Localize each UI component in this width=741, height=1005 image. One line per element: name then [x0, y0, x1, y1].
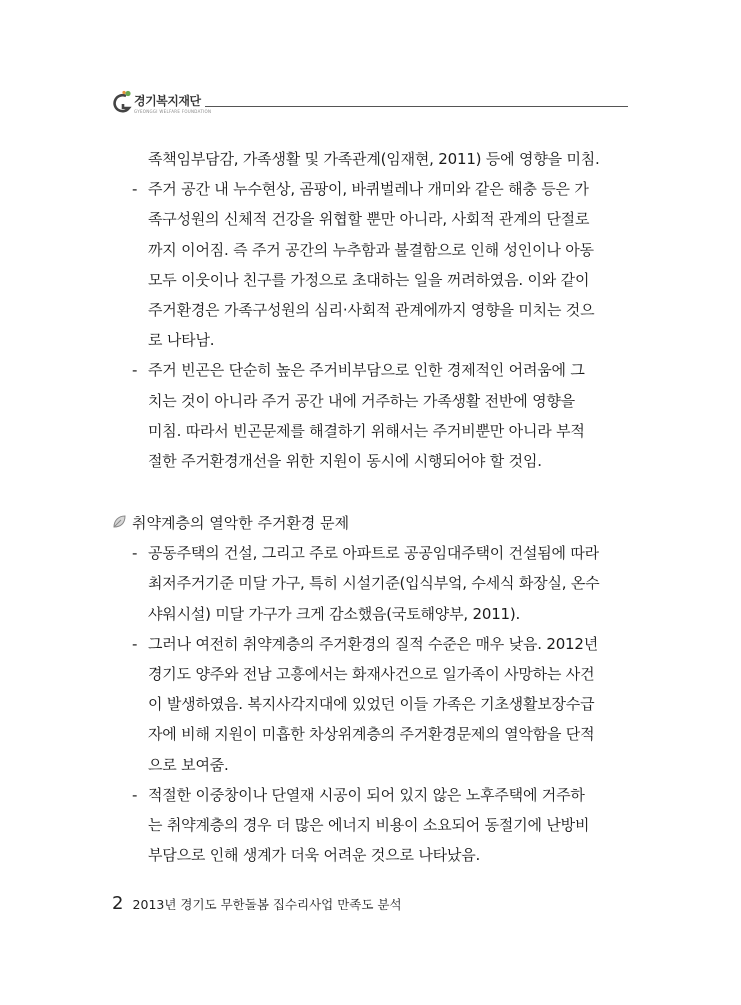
organization-subtitle: GYEONGGI WELFARE FOUNDATION — [134, 109, 212, 114]
foundation-logo-icon — [112, 90, 134, 116]
dash-marker: - — [132, 634, 138, 653]
text-line: 이 발생하였음. 복지사각지대에 있었던 이들 가족은 기초생활보장수급 — [148, 695, 595, 714]
text-line: 족구성원의 신체적 건강을 위협할 뿐만 아니라, 사회적 관계의 단절로 — [148, 210, 590, 229]
text-line: 자에 비해 지원이 미흡한 차상위계층의 주거환경문제의 열악함을 단적 — [148, 725, 595, 744]
text-line: 주거 빈곤은 단순히 높은 주거비부담으로 인한 경제적인 어려움에 그 — [148, 361, 585, 380]
text-line: 로 나타남. — [148, 331, 215, 350]
bullet-line — [112, 538, 632, 568]
text-line: 절한 주거환경개선을 위한 지원이 동시에 시행되어야 할 것임. — [148, 451, 542, 470]
text-line: 주거환경은 가족구성원의 심리·사회적 관계에까지 영향을 미치는 것으 — [148, 300, 595, 319]
header-divider — [205, 106, 628, 107]
bullet-line — [112, 355, 632, 385]
section-heading — [112, 508, 632, 538]
section-heading-text: 취약계층의 열악한 주거환경 문제 — [132, 514, 350, 533]
dash-marker: - — [132, 544, 138, 563]
text-line: 치는 것이 아니라 주거 공간 내에 거주하는 가족생활 전반에 영향을 — [148, 391, 575, 410]
text-line: 족책임부담감, 가족생활 및 가족관계(임재현, 2011) 등에 영향을 미침. — [148, 150, 600, 168]
text-line: 부담으로 인해 생계가 더욱 어려운 것으로 나타났음. — [148, 846, 481, 865]
section-gap — [112, 476, 632, 508]
text-line: 경기도 양주와 전남 고흥에서는 화재사건으로 일가족이 사망하는 사건 — [148, 665, 595, 683]
bullet-line — [112, 629, 632, 659]
bullet-line — [112, 780, 632, 810]
text-line: 주거 공간 내 누수현상, 곰팡이, 바퀴벌레나 개미와 같은 해충 등은 가 — [148, 180, 589, 199]
text-line: 그러나 여전히 취약계층의 주거환경의 질적 수준은 매우 낮음. 2012년 — [148, 634, 599, 653]
bullet-line — [112, 174, 632, 204]
text-line: 까지 이어짐. 즉 주거 공간의 누추함과 불결함으로 인해 성인이나 아동 — [148, 240, 594, 259]
text-line: 미침. 따라서 빈곤문제를 해결하기 위해서는 주거비뿐만 아니라 부적 — [148, 421, 585, 440]
text-line: 적절한 이중창이나 단열재 시공이 되어 있지 않은 노후주택에 거주하 — [148, 785, 585, 804]
page-number: 2 — [112, 893, 124, 914]
dash-marker: - — [132, 361, 138, 380]
body-text — [112, 144, 632, 870]
page-footer — [112, 893, 402, 914]
document-title: 2013년 경기도 무한돌봄 집수리사업 만족도 분석 — [132, 897, 402, 912]
page-header — [112, 90, 628, 120]
text-line: 최저주거기준 미달 가구, 특히 시설기준(입식부엌, 수세식 화장실, 온수 — [148, 574, 600, 593]
text-line: 는 취약계층의 경우 더 많은 에너지 비용이 소요되어 동절기에 난방비 — [148, 815, 590, 834]
text-line: 샤워시설) 미달 가구가 크게 감소했음(국토해양부, 2011). — [148, 604, 521, 623]
dash-marker: - — [132, 785, 138, 804]
dash-marker: - — [132, 180, 138, 199]
text-line: 으로 보여줌. — [148, 755, 229, 774]
organization-name: 경기복지재단 — [134, 94, 201, 108]
leaf-bullet-icon — [112, 515, 127, 529]
text-line: 모두 이웃이나 친구를 가정으로 초대하는 일을 꺼려하였음. 이와 같이 — [148, 270, 590, 289]
text-line: 공동주택의 건설, 그리고 주로 아파트로 공공임대주택이 건설됨에 따라 — [148, 544, 599, 563]
